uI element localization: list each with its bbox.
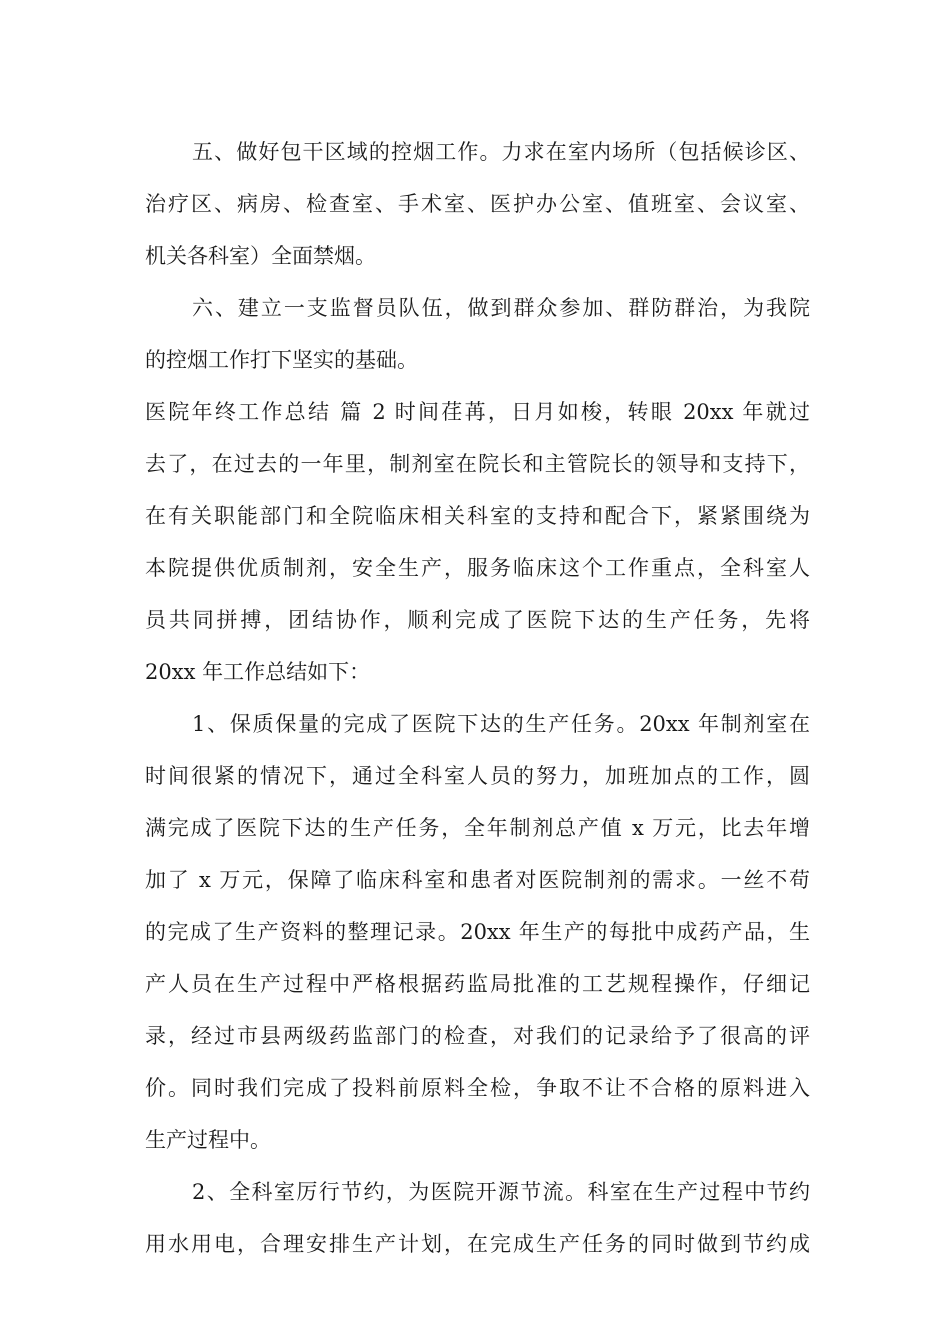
item-1-line-8: 价。同时我们完成了投料前原料全检，争取不让不合格的原料进入: [145, 1076, 810, 1100]
summary-heading-line: 医院年终工作总结 篇 2 时间荏苒，日月如梭，转眼 20xx 年就过: [145, 400, 810, 424]
paragraph-5-line-2: 治疗区、病房、检查室、手术室、医护办公室、值班室、会议室、: [145, 192, 810, 216]
paragraph-5-line-1: 五、做好包干区域的控烟工作。力求在室内场所（包括候诊区、: [192, 140, 810, 164]
paragraph-6-line-1: 六、建立一支监督员队伍，做到群众参加、群防群治，为我院: [192, 296, 810, 320]
item-2-line-2: 用水用电，合理安排生产计划，在完成生产任务的同时做到节约成: [145, 1232, 810, 1256]
summary-intro-line-2: 去了，在过去的一年里，制剂室在院长和主管院长的领导和支持下，: [145, 452, 810, 476]
summary-intro-line-4: 本院提供优质制剂，安全生产，服务临床这个工作重点，全科室人: [145, 556, 810, 580]
item-1-line-2: 时间很紧的情况下，通过全科室人员的努力，加班加点的工作，圆: [145, 764, 810, 788]
paragraph-5-line-3: 机关各科室）全面禁烟。: [145, 244, 376, 268]
item-1-line-3: 满完成了医院下达的生产任务，全年制剂总产值 x 万元，比去年增: [145, 816, 810, 840]
summary-intro-line-3: 在有关职能部门和全院临床相关科室的支持和配合下，紧紧围绕为: [145, 504, 810, 528]
item-1-line-4: 加了 x 万元，保障了临床科室和患者对医院制剂的需求。一丝不苟: [145, 868, 810, 892]
item-2-line-1: 2、全科室厉行节约，为医院开源节流。科室在生产过程中节约: [192, 1180, 810, 1204]
summary-intro-line-6: 20xx 年工作总结如下：: [145, 660, 371, 684]
item-1-line-7: 录，经过市县两级药监部门的检查，对我们的记录给予了很高的评: [145, 1024, 810, 1048]
item-1-line-1: 1、保质保量的完成了医院下达的生产任务。20xx 年制剂室在: [192, 712, 810, 736]
item-1-line-9: 生产过程中。: [145, 1128, 271, 1152]
paragraph-6-line-2: 的控烟工作打下坚实的基础。: [145, 348, 418, 372]
summary-intro-line-5: 员共同拼搏，团结协作，顺利完成了医院下达的生产任务，先将: [145, 608, 810, 632]
item-1-line-6: 产人员在生产过程中严格根据药监局批准的工艺规程操作，仔细记: [145, 972, 810, 996]
item-1-line-5: 的完成了生产资料的整理记录。20xx 年生产的每批中成药产品，生: [145, 920, 810, 944]
